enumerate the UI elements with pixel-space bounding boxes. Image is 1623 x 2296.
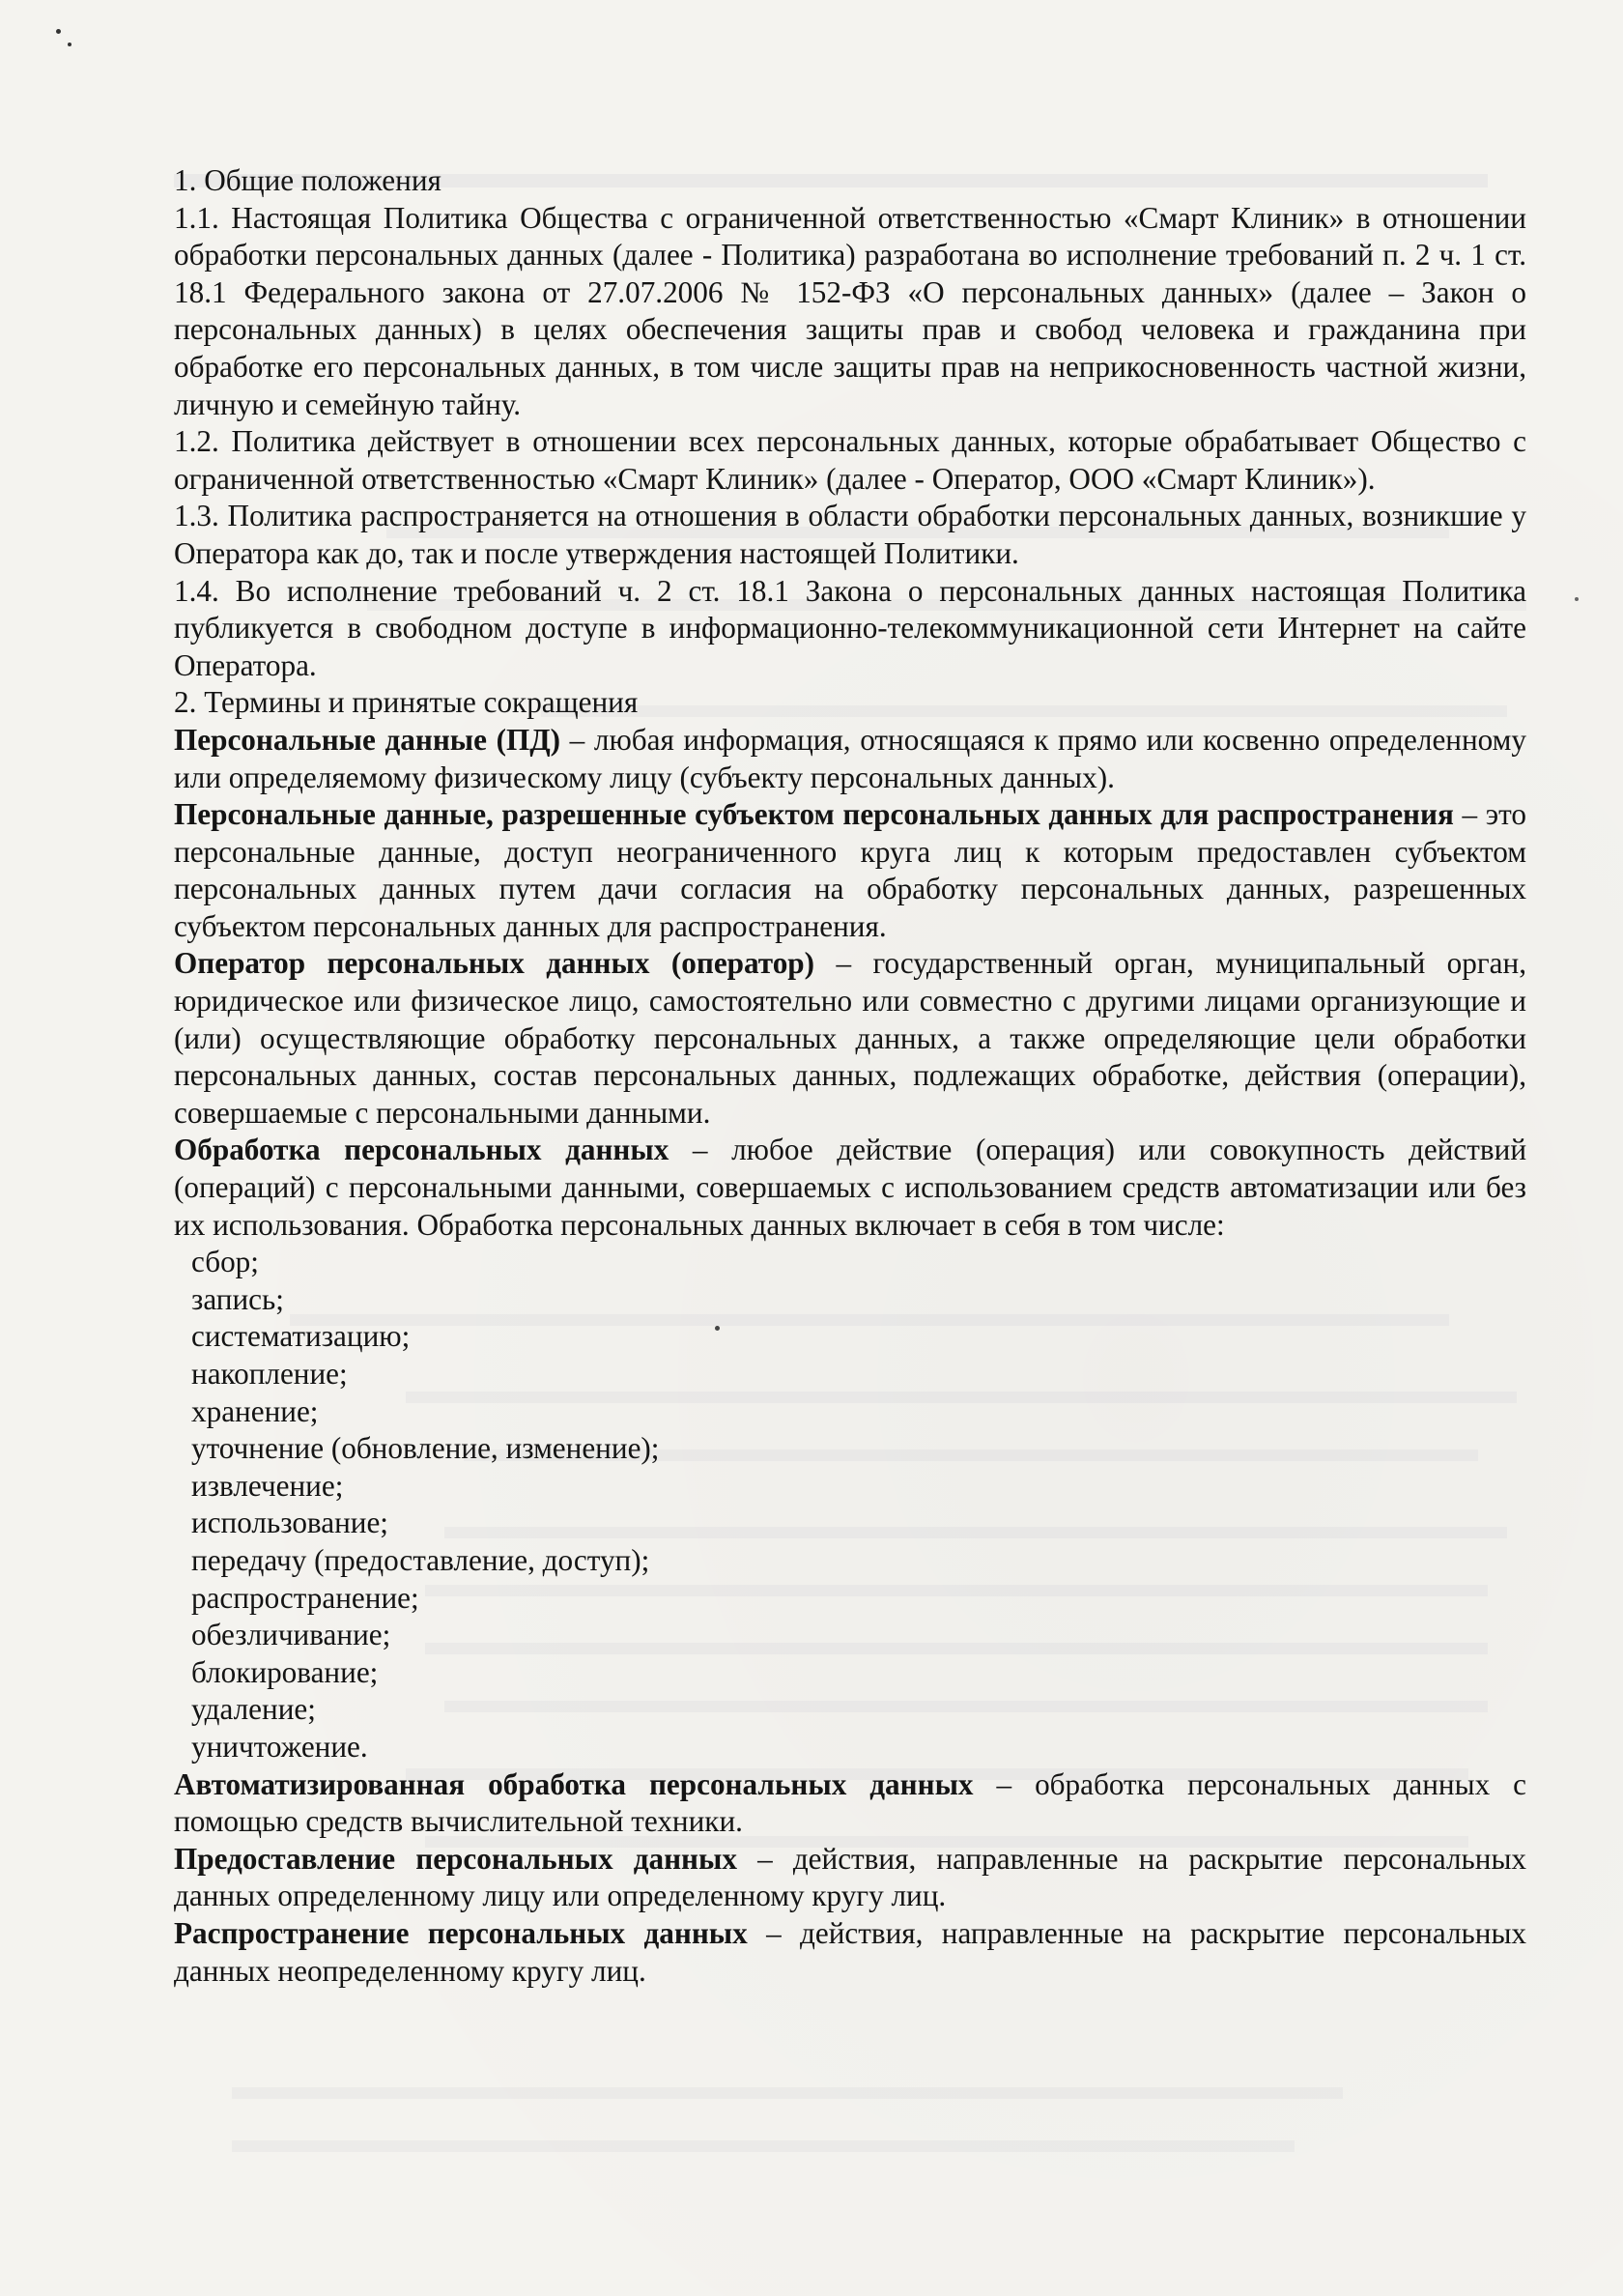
definition-operator-text: – государственный орган, муниципальный орган, юридическое или физическое лицо, самостоятельно или совместно с другими лицами организующие и (или) осуществляющие обработку персональных данных, а также определяющие цели обработки персональных данных, состав персональных данных, подлежащих обработке, действия (операции), совершаемые с персональными данными. — [174, 946, 1526, 1130]
list-item: обезличивание; — [191, 1618, 391, 1652]
scan-speck — [1575, 597, 1579, 601]
definition-distribution — [174, 1915, 1526, 1990]
list-item: извлечение; — [191, 1468, 344, 1503]
list-item: систематизацию; — [191, 1319, 411, 1354]
scan-speck — [68, 43, 71, 46]
term-automated-processing: Автоматизированная обработка персональных данных — [174, 1766, 974, 1801]
list-item: использование; — [191, 1506, 388, 1540]
clause-1-3: 1.3. Политика распространяется на отношения в области обработки персональных данных, возникшие у Оператора как до, так и после утверждения настоящей Политики. — [174, 499, 1526, 570]
definition-personal-data-allowed — [174, 796, 1526, 945]
term-personal-data: Персональные данные (ПД) — [174, 722, 561, 757]
definition-provision-text: – действия, направленные на раскрытие персональных данных определенному лицу или определенному кругу лиц. — [174, 1841, 1526, 1913]
section-1-heading: 1. Общие положения — [174, 163, 441, 197]
term-provision: Предоставление персональных данных — [174, 1841, 737, 1876]
definition-distribution-text: – действия, направленные на раскрытие персональных данных неопределенному кругу лиц. — [174, 1915, 1526, 1988]
definition-processing — [174, 1132, 1526, 1244]
clause-1-4: 1.4. Во исполнение требований ч. 2 ст. 18.1 Закона о персональных данных настоящая Политика публикуется в свободном доступе в информационно-телекоммуникационной сети Интернет на сайте Оператора. — [174, 573, 1526, 682]
list-item: сбор; — [191, 1245, 259, 1279]
term-operator: Оператор персональных данных (оператор) — [174, 946, 815, 981]
scan-speck — [56, 29, 61, 34]
definition-provision — [174, 1841, 1526, 1915]
term-processing: Обработка персональных данных — [174, 1133, 669, 1167]
list-item: блокирование; — [191, 1654, 379, 1689]
list-item: передачу (предоставление, доступ); — [191, 1542, 650, 1577]
term-distribution: Распространение персональных данных — [174, 1915, 748, 1950]
list-item: накопление; — [191, 1357, 348, 1391]
section-2-heading: 2. Термины и принятые сокращения — [174, 685, 639, 720]
list-item: распространение; — [191, 1580, 419, 1615]
definition-personal-data-text: – любая информация, относящаяся к прямо или косвенно определенному или определяемому физическому лицу (субъекту персональных данных). — [174, 722, 1527, 794]
list-item: хранение; — [191, 1393, 319, 1428]
list-item: уточнение (обновление, изменение); — [191, 1431, 660, 1466]
definition-personal-data-allowed-text: – это персональные данные, доступ неограниченного круга лиц к которым предоставлен субъектом персональных данных путем дачи согласия на обработку персональных данных, разрешенных субъектом персональных данных для распространения. — [174, 797, 1526, 943]
processing-actions-list — [174, 1244, 1526, 1765]
definition-processing-text: – любое действие (операция) или совокупность действий (операций) с персональными данными, совершаемых с использованием средств автоматизации или без их использования. Обработка персональных данных включает в себя в том числе: — [174, 1133, 1527, 1242]
list-item: уничтожение. — [191, 1729, 368, 1764]
definition-operator — [174, 945, 1526, 1132]
list-item: запись; — [191, 1281, 284, 1316]
clause-1-1: 1.1. Настоящая Политика Общества с ограниченной ответственностью «Смарт Клиник» в отношении обработки персональных данных (далее - Политика) разработана во исполнение требований п. 2 ч. 1 ст. 18.1 Федерального закона от 27.07.2006 № 152-ФЗ «О персональных данных» (далее – Закон о персональных данных) в целях обеспечения защиты прав и свобод человека и гражданина при обработке его персональных данных, в том числе защиты прав на неприкосновенность частной жизни, личную и семейную тайну. — [174, 200, 1526, 421]
term-personal-data-allowed: Персональные данные, разрешенные субъектом персональных данных для распространения — [174, 797, 1454, 832]
definition-automated-processing-text: – обработка персональных данных с помощью средств вычислительной техники. — [174, 1766, 1526, 1839]
document-body — [174, 162, 1526, 1990]
definition-personal-data — [174, 722, 1526, 796]
clause-1-2: 1.2. Политика действует в отношении всех персональных данных, которые обрабатывает Общество с ограниченной ответственностью «Смарт Клиник» (далее - Оператор, ООО «Смарт Клиник»). — [174, 424, 1526, 496]
list-item: удаление; — [191, 1692, 316, 1727]
definition-automated-processing — [174, 1766, 1526, 1841]
